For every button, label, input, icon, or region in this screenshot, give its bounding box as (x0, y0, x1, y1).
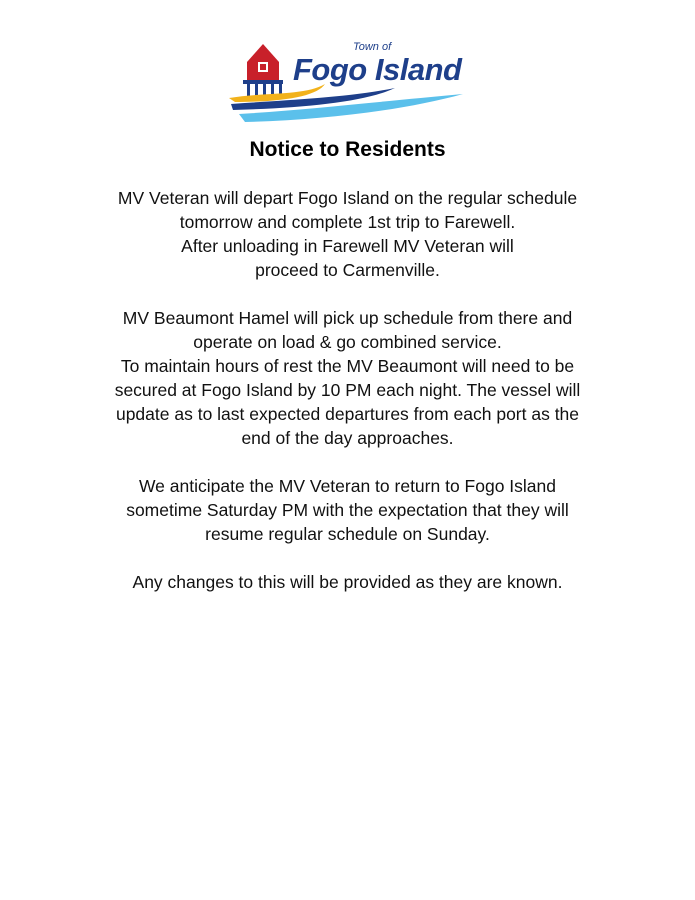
logo-graphic (225, 38, 475, 126)
paragraph-line: resume regular schedule on Sunday. (205, 524, 490, 544)
paragraph-line: operate on load & go combined service. (193, 332, 502, 352)
paragraph-line: To maintain hours of rest the MV Beaumont will need to be (120, 356, 575, 376)
paragraph-changes-note (70, 570, 625, 594)
paragraph-line: sometime Saturday PM with the expectation that they will (126, 500, 569, 520)
paragraph-beaumont-hamel-service (70, 306, 625, 450)
paragraph-line: MV Beaumont Hamel will pick up schedule from there and (122, 308, 573, 328)
logo-main-text: Fogo Island (293, 52, 462, 87)
paragraph-line: tomorrow and complete 1st trip to Farewell. (179, 212, 516, 232)
wharf-deck (243, 80, 283, 84)
notice-title: Notice to Residents (249, 138, 446, 161)
paragraph-veteran-return (70, 474, 625, 546)
logo-small-text: Town of (353, 41, 392, 53)
paragraph-line: We anticipate the MV Veteran to return to Fogo Island (138, 476, 556, 496)
town-of-fogo-island-logo (225, 38, 475, 126)
paragraph-line: secured at Fogo Island by 10 PM each night. The vessel will (114, 380, 581, 400)
paragraph-line: end of the day approaches. (241, 428, 454, 448)
paragraph-line: MV Veteran will depart Fogo Island on the regular schedule (117, 188, 578, 208)
paragraph-line: proceed to Carmenville. (255, 260, 440, 280)
notice-body (70, 186, 625, 618)
paragraph-line: update as to last expected departures from each port as the (115, 404, 580, 424)
paragraph-line: Any changes to this will be provided as they are known. (132, 572, 563, 592)
paragraph-veteran-departure (70, 186, 625, 282)
paragraph-line: After unloading in Farewell MV Veteran will (181, 236, 514, 256)
